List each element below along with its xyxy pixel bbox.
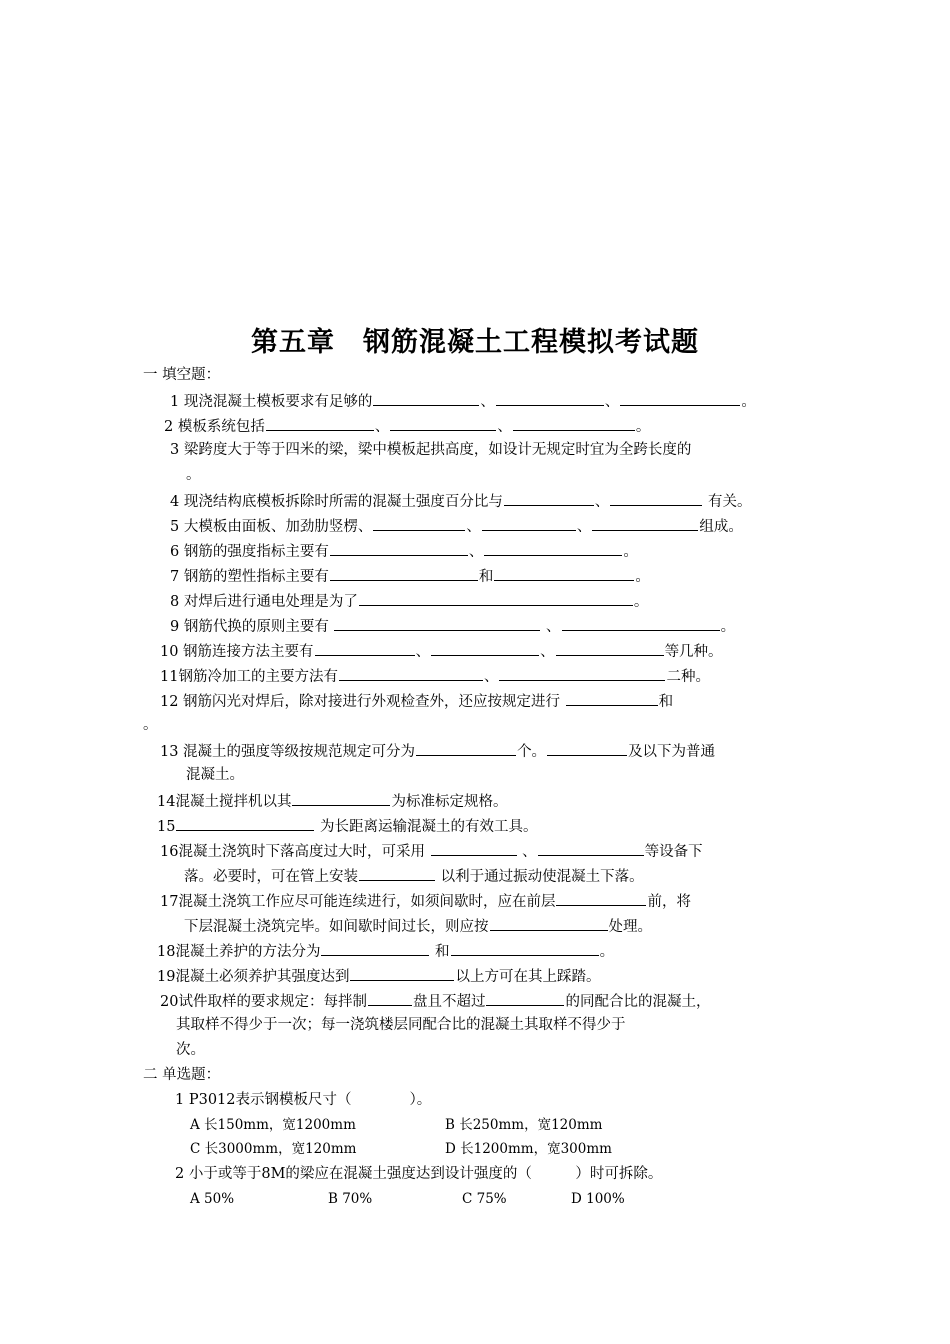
- answer-blank[interactable]: [339, 665, 483, 681]
- question-4: 4 现浇结构底模板拆除时所需的混凝土强度百分比与 、 有关。: [170, 490, 751, 512]
- page-title: 第五章 钢筋混凝土工程模拟考试题: [251, 327, 699, 358]
- answer-blank[interactable]: [451, 940, 599, 956]
- answer-blank[interactable]: [490, 915, 608, 931]
- section-single-choice-heading: 二 单选题：: [143, 1067, 221, 1083]
- answer-blank[interactable]: [484, 540, 622, 556]
- answer-blank[interactable]: [266, 415, 374, 431]
- question-20-end: 次。: [176, 1042, 205, 1058]
- question-20: 20试件取样的要求规定：每拌制 盘且不超过 的同配合比的混凝土，: [160, 990, 710, 1012]
- mc-option-2a[interactable]: A 50%: [190, 1191, 235, 1207]
- answer-blank[interactable]: [315, 640, 415, 656]
- answer-blank[interactable]: [431, 640, 539, 656]
- question-6: 6 钢筋的强度指标主要有 、 。: [170, 540, 638, 562]
- answer-blank[interactable]: [359, 865, 435, 881]
- question-13: 13 混凝土的强度等级按规范规定可分为 个。 及以下为普通: [160, 740, 715, 762]
- question-15: 15 为长距离运输混凝土的有效工具。: [157, 815, 538, 837]
- question-17-continued: 下层混凝土浇筑完毕。如间歇时间过长，则应按 处理。: [184, 915, 652, 937]
- answer-blank[interactable]: [620, 390, 740, 406]
- mc-question-1: 1 P3012表示钢模板尺寸（ ）。: [175, 1092, 432, 1108]
- question-8: 8 对焊后进行通电处理是为了 。: [170, 590, 648, 612]
- answer-blank[interactable]: [556, 640, 664, 656]
- question-13-continued: 混凝土。: [186, 767, 244, 783]
- question-2: 2 模板系统包括 、 、 。: [164, 415, 650, 437]
- answer-blank[interactable]: [359, 590, 633, 606]
- answer-blank[interactable]: [562, 615, 720, 631]
- section-fill-blank-heading: 一 填空题：: [143, 367, 221, 383]
- question-19: 19混凝土必须养护其强度达到 以上方可在其上踩踏。: [157, 965, 600, 987]
- question-17: 17混凝土浇筑工作应尽可能连续进行，如须间歇时，应在前层 前，将: [160, 890, 691, 912]
- answer-blank[interactable]: [566, 690, 658, 706]
- question-14: 14混凝土搅拌机以其 为标准标定规格。: [157, 790, 507, 812]
- question-16: 16混凝土浇筑时下落高度过大时，可采用 、 等设备下: [160, 840, 703, 862]
- answer-blank[interactable]: [321, 940, 429, 956]
- question-20-continued: 其取样不得少于一次；每一浇筑楼层同配合比的混凝土其取样不得少于: [176, 1017, 626, 1033]
- answer-blank[interactable]: [431, 840, 517, 856]
- question-12-continued: 。: [143, 717, 158, 733]
- answer-blank[interactable]: [547, 740, 627, 756]
- mc-option-1b[interactable]: B 长250mm，宽120mm: [445, 1117, 603, 1133]
- answer-blank[interactable]: [176, 815, 314, 831]
- answer-blank[interactable]: [486, 990, 564, 1006]
- answer-blank[interactable]: [592, 515, 698, 531]
- answer-blank[interactable]: [513, 415, 635, 431]
- question-3-end: 。: [186, 467, 201, 483]
- answer-blank[interactable]: [482, 515, 576, 531]
- mc-option-2b[interactable]: B 70%: [328, 1191, 373, 1207]
- answer-blank[interactable]: [504, 490, 594, 506]
- mc-option-2c[interactable]: C 75%: [462, 1191, 507, 1207]
- answer-blank[interactable]: [350, 965, 454, 981]
- mc-question-2: 2 小于或等于8M的梁应在混凝土强度达到设计强度的（ ）时可拆除。: [175, 1166, 663, 1182]
- answer-blank[interactable]: [390, 415, 496, 431]
- question-18: 18混凝土养护的方法分为 和 。: [157, 940, 614, 962]
- answer-blank[interactable]: [610, 490, 702, 506]
- answer-blank[interactable]: [556, 890, 646, 906]
- answer-blank[interactable]: [330, 540, 468, 556]
- answer-blank[interactable]: [373, 515, 465, 531]
- mc-option-1d[interactable]: D 长1200mm，宽300mm: [445, 1141, 612, 1157]
- answer-blank[interactable]: [330, 565, 478, 581]
- mc-option-1a[interactable]: A 长150mm，宽1200mm: [190, 1117, 356, 1133]
- answer-blank[interactable]: [416, 740, 516, 756]
- question-3: 3 梁跨度大于等于四米的梁，梁中模板起拱高度，如设计无规定时宜为全跨长度的: [170, 442, 692, 458]
- question-12: 12 钢筋闪光对焊后，除对接进行外观检查外，还应按规定进行 和: [160, 690, 673, 712]
- question-9: 9 钢筋代换的原则主要有 、 。: [170, 615, 735, 637]
- question-10: 10 钢筋连接方法主要有 、 、 等几种。: [160, 640, 723, 662]
- answer-blank[interactable]: [373, 390, 479, 406]
- answer-blank[interactable]: [368, 990, 412, 1006]
- mc-option-1c[interactable]: C 长3000mm，宽120mm: [190, 1141, 357, 1157]
- answer-blank[interactable]: [538, 840, 644, 856]
- answer-blank[interactable]: [494, 565, 634, 581]
- answer-blank[interactable]: [334, 615, 540, 631]
- question-7: 7 钢筋的塑性指标主要有 和 。: [170, 565, 650, 587]
- answer-blank[interactable]: [499, 665, 665, 681]
- answer-blank[interactable]: [292, 790, 390, 806]
- question-5: 5 大模板由面板、加劲肋竖楞、 、 、 组成。: [170, 515, 743, 537]
- question-1: 1 现浇混凝土模板要求有足够的 、 、 。: [170, 390, 756, 412]
- question-16-continued: 落。必要时，可在管上安装 以利于通过振动使混凝土下落。: [184, 865, 644, 887]
- question-11: 11钢筋冷加工的主要方法有 、 二种。: [160, 665, 710, 687]
- answer-blank[interactable]: [496, 390, 604, 406]
- mc-option-2d[interactable]: D 100%: [571, 1191, 625, 1207]
